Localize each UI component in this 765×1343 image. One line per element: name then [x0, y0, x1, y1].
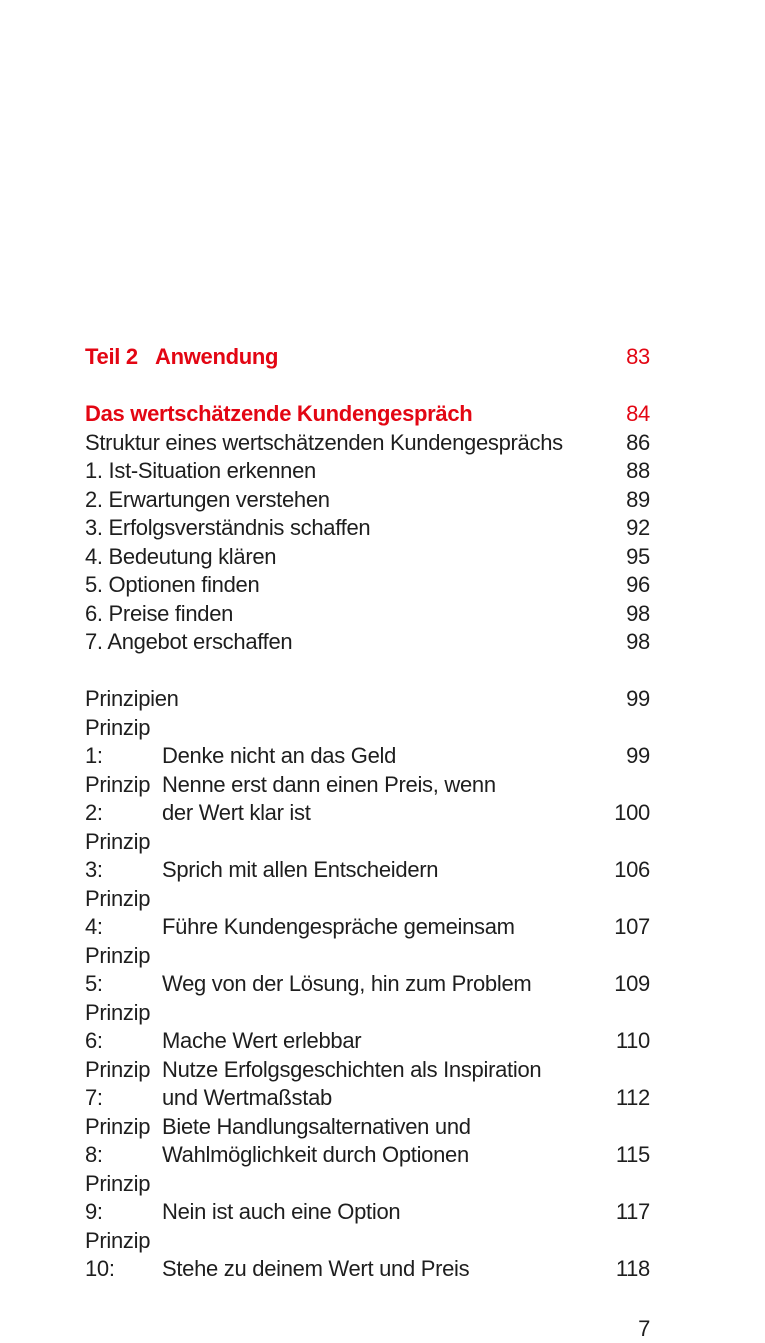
toc-entry-text: 4. Bedeutung klären — [85, 543, 626, 572]
toc-entry-text — [162, 1056, 616, 1113]
toc-entry-label: Prinzip 3: — [85, 828, 162, 885]
toc-entry-line: Nenne erst dann einen Preis, wenn — [162, 771, 614, 800]
toc-entry-label: Prinzip 10: — [85, 1227, 162, 1284]
toc-entry-page: 110 — [616, 1027, 650, 1056]
toc-entry-page: 95 — [626, 543, 650, 572]
toc-entry-page: 96 — [626, 571, 650, 600]
toc-entry-line: Weg von der Lösung, hin zum Problem — [162, 970, 614, 999]
toc-entry — [85, 771, 650, 828]
toc-entry — [85, 1113, 650, 1170]
toc-entry-text — [162, 1198, 616, 1227]
toc-entry-text — [162, 771, 614, 828]
toc-entry-line: Sprich mit allen Entscheidern — [162, 856, 614, 885]
toc-entry — [85, 942, 650, 999]
toc-entry-page: 118 — [616, 1255, 650, 1284]
toc-entry-text — [162, 742, 626, 771]
toc-part-heading — [85, 343, 650, 372]
toc-entry — [85, 828, 650, 885]
toc-spacer — [85, 657, 650, 686]
toc-spacer — [85, 372, 650, 401]
toc-part-label: Teil 2 — [85, 343, 155, 372]
toc-entry — [85, 714, 650, 771]
toc-entry-label: Prinzip 7: — [85, 1056, 162, 1113]
toc-entry-line: Nein ist auch eine Option — [162, 1198, 616, 1227]
table-of-contents — [85, 343, 650, 1343]
toc-entry — [85, 543, 650, 572]
toc-entry-page: 100 — [614, 799, 650, 828]
toc-entry-label: Prinzip 4: — [85, 885, 162, 942]
toc-entry-label: Prinzip 5: — [85, 942, 162, 999]
toc-entry-text: Das wertschätzende Kundengespräch — [85, 400, 626, 429]
toc-entry-text — [162, 970, 614, 999]
toc-entry-label: Prinzip 9: — [85, 1170, 162, 1227]
toc-entry-page: 99 — [626, 742, 650, 771]
toc-entry-text: 7. Angebot erschaffen — [85, 628, 626, 657]
toc-entry-line: Nutze Erfolgsgeschichten als Inspiration — [162, 1056, 616, 1085]
toc-entry-label: Prinzip 8: — [85, 1113, 162, 1170]
toc-entry-line: und Wertmaßstab — [162, 1084, 616, 1113]
toc-entry-line: Denke nicht an das Geld — [162, 742, 626, 771]
toc-entry-line: Führe Kundengespräche gemeinsam — [162, 913, 614, 942]
page-number: 7 — [638, 1316, 650, 1341]
toc-entry-text: 1. Ist-Situation erkennen — [85, 457, 626, 486]
toc-entry-text: Prinzipien — [85, 685, 626, 714]
toc-entry-page: 99 — [626, 685, 650, 714]
toc-entry — [85, 999, 650, 1056]
toc-entry — [85, 600, 650, 629]
toc-entry — [85, 571, 650, 600]
toc-rows — [85, 400, 650, 1284]
toc-entry-text — [162, 1113, 616, 1170]
toc-entry-text: 6. Preise finden — [85, 600, 626, 629]
toc-entry — [85, 1170, 650, 1227]
toc-entry-label: Prinzip 6: — [85, 999, 162, 1056]
toc-entry — [85, 486, 650, 515]
toc-entry-label: Prinzip 1: — [85, 714, 162, 771]
toc-part-title: Anwendung — [155, 344, 278, 369]
toc-entry-text — [162, 1255, 616, 1284]
toc-entry-page: 106 — [614, 856, 650, 885]
toc-entry-text: Struktur eines wertschätzenden Kundengesprächs — [85, 429, 626, 458]
toc-entry-page: 98 — [626, 628, 650, 657]
folio-row — [85, 1315, 650, 1343]
toc-entry-page: 109 — [614, 970, 650, 999]
toc-part-page: 83 — [626, 343, 650, 372]
toc-entry-line: Stehe zu deinem Wert und Preis — [162, 1255, 616, 1284]
toc-entry — [85, 1056, 650, 1113]
toc-entry — [85, 457, 650, 486]
toc-entry-line: Mache Wert erlebbar — [162, 1027, 616, 1056]
toc-entry-page: 84 — [626, 400, 650, 429]
toc-entry-text — [162, 913, 614, 942]
toc-entry-page: 112 — [616, 1084, 650, 1113]
toc-entry — [85, 628, 650, 657]
toc-entry-page: 92 — [626, 514, 650, 543]
toc-entry — [85, 400, 650, 429]
toc-entry — [85, 1227, 650, 1284]
toc-entry-text: 2. Erwartungen verstehen — [85, 486, 626, 515]
toc-entry-text — [162, 1027, 616, 1056]
toc-entry-page: 89 — [626, 486, 650, 515]
toc-entry-line: der Wert klar ist — [162, 799, 614, 828]
toc-entry-text: 5. Optionen finden — [85, 571, 626, 600]
toc-entry-page: 115 — [616, 1141, 650, 1170]
toc-part-text — [85, 343, 626, 372]
toc-entry-page: 117 — [616, 1198, 650, 1227]
toc-entry-label: Prinzip 2: — [85, 771, 162, 828]
toc-entry — [85, 514, 650, 543]
toc-entry — [85, 429, 650, 458]
toc-entry-line: Biete Handlungsalternativen und — [162, 1113, 616, 1142]
toc-entry-page: 107 — [614, 913, 650, 942]
toc-entry-page: 88 — [626, 457, 650, 486]
toc-entry-line: Wahlmöglichkeit durch Optionen — [162, 1141, 616, 1170]
toc-entry-text — [162, 856, 614, 885]
toc-entry-page: 98 — [626, 600, 650, 629]
toc-entry-page: 86 — [626, 429, 650, 458]
toc-entry — [85, 685, 650, 714]
toc-entry-text: 3. Erfolgsverständnis schaffen — [85, 514, 626, 543]
toc-entry — [85, 885, 650, 942]
